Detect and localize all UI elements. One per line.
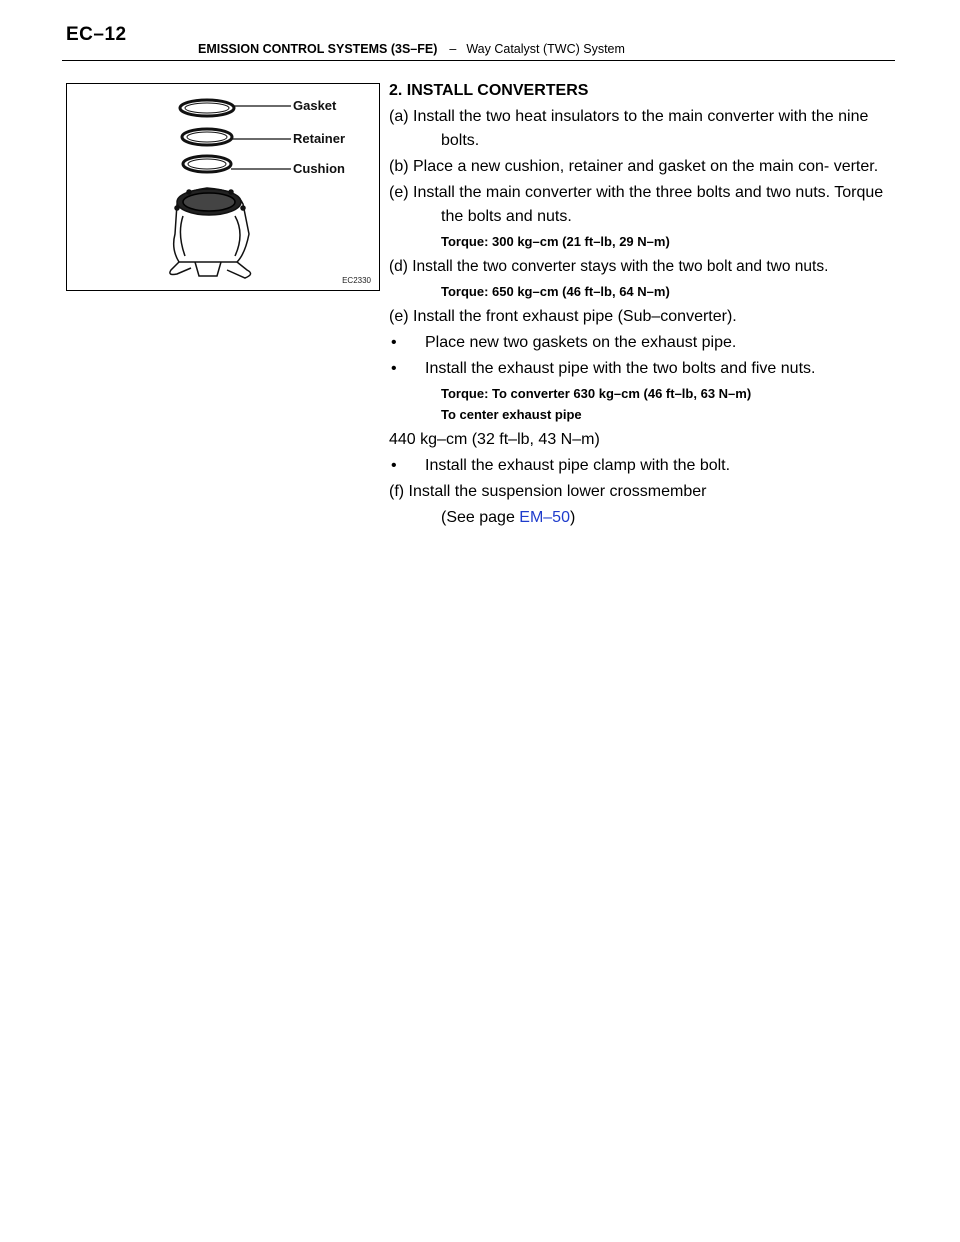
label-cushion: Cushion bbox=[293, 161, 345, 176]
header-section: EMISSION CONTROL SYSTEMS (3S–FE) bbox=[198, 42, 438, 56]
header-dash: – bbox=[449, 42, 457, 56]
step-f: (f) Install the suspension lower crossmember bbox=[389, 483, 707, 500]
see-page-reference bbox=[389, 506, 889, 530]
torque-spec-1: Torque: 300 kg–cm (21 ft–lb, 29 N–m) bbox=[441, 234, 670, 249]
running-header bbox=[198, 42, 625, 56]
torque-spec-3: Torque: To converter 630 kg–cm (46 ft–lb, 63 N–m) bbox=[441, 386, 752, 401]
torque-spec-4-value: 440 kg–cm (32 ft–lb, 43 N–m) bbox=[389, 431, 600, 448]
see-page-link[interactable]: EM–50 bbox=[519, 509, 570, 526]
label-gasket: Gasket bbox=[293, 98, 337, 113]
step-e-main-converter: (e) Install the main converter with the three bolts and two nuts. Torque the bolts and nuts. bbox=[389, 184, 884, 225]
bullet-dot: • bbox=[391, 360, 397, 377]
cushion-ring bbox=[183, 156, 291, 172]
step-e-front-pipe: (e) Install the front exhaust pipe (Sub–converter). bbox=[389, 308, 737, 325]
bullet-text: Install the exhaust pipe with the two bolts and five nuts. bbox=[425, 360, 816, 377]
procedure-text bbox=[389, 80, 889, 530]
step-d: (d) Install the two converter stays with the two bolt and two nuts. bbox=[389, 258, 829, 275]
bullet-text: Install the exhaust pipe clamp with the bolt. bbox=[425, 457, 731, 474]
converter-illustration bbox=[66, 83, 380, 291]
converter-drawing bbox=[67, 84, 379, 290]
bullet-clamp bbox=[389, 454, 889, 478]
see-page-suffix: ) bbox=[569, 509, 576, 526]
step-b: (b) Place a new cushion, retainer and gasket on the main con- verter. bbox=[389, 158, 879, 175]
torque-spec-2: Torque: 650 kg–cm (46 ft–lb, 64 N–m) bbox=[441, 284, 670, 299]
header-subsection: Way Catalyst (TWC) System bbox=[466, 42, 625, 56]
bullet-dot: • bbox=[391, 334, 397, 351]
label-retainer: Retainer bbox=[293, 131, 346, 146]
figure-code: EC2330 bbox=[342, 276, 371, 285]
section-title: 2. INSTALL CONVERTERS bbox=[389, 82, 589, 99]
step-a: (a) Install the two heat insulators to the main converter with the nine bolts. bbox=[389, 108, 869, 149]
gasket-ring bbox=[180, 100, 291, 116]
bullet-gaskets bbox=[389, 331, 889, 355]
bullet-text: Place new two gaskets on the exhaust pipe. bbox=[425, 334, 737, 351]
header-rule bbox=[62, 60, 895, 61]
retainer-ring bbox=[182, 129, 291, 145]
bullet-dot: • bbox=[391, 457, 397, 474]
page-number: EC–12 bbox=[66, 24, 127, 45]
bullet-install-pipe bbox=[389, 357, 889, 381]
torque-spec-4: To center exhaust pipe bbox=[441, 407, 582, 422]
converter-body bbox=[170, 188, 251, 278]
see-page-prefix: (See page bbox=[441, 509, 520, 526]
